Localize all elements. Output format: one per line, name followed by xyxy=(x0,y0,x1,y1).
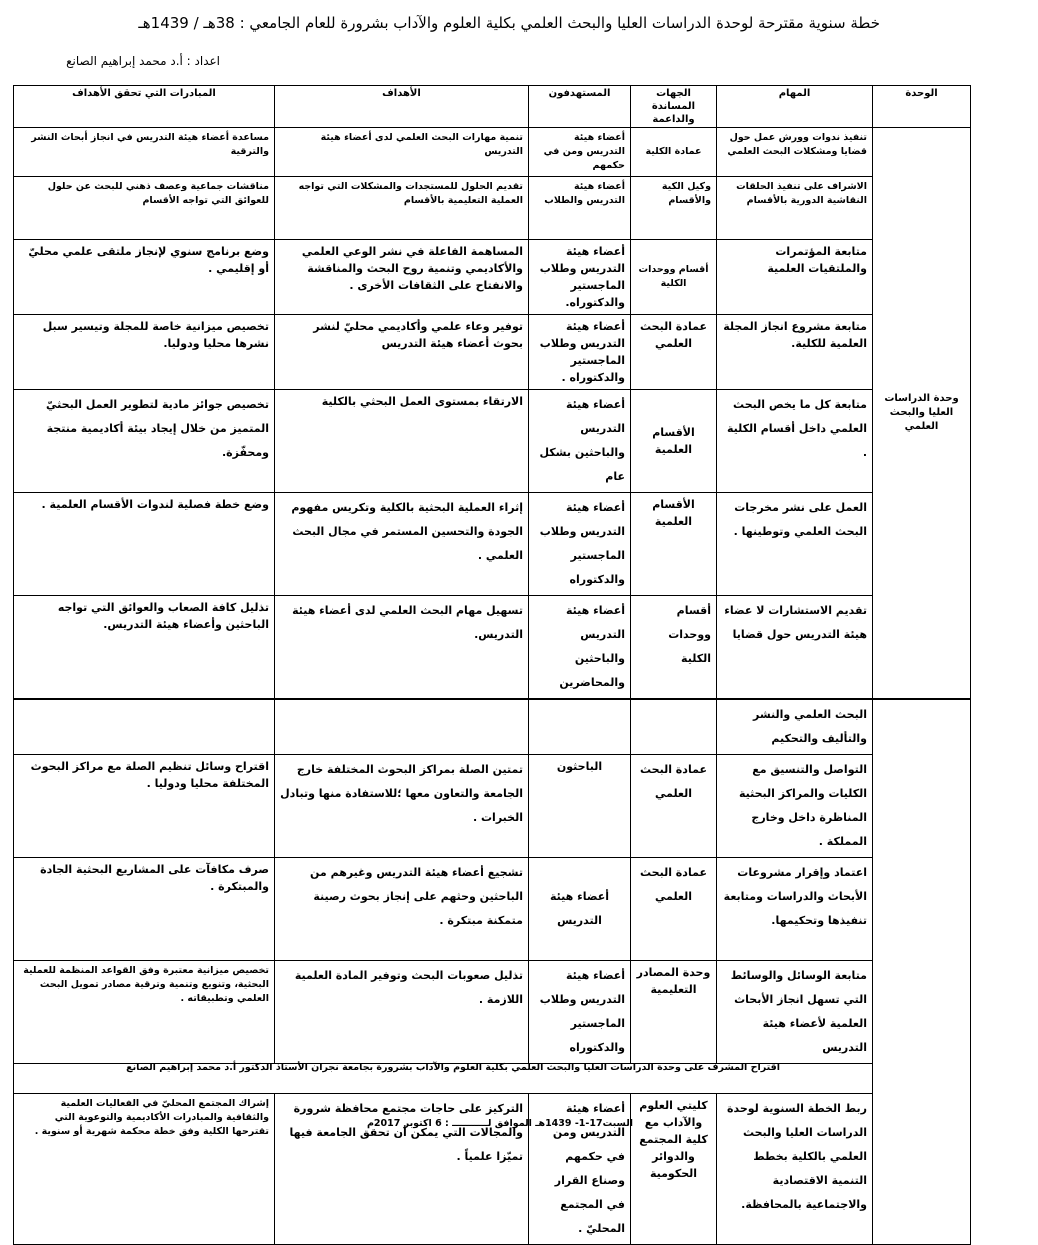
beneficiaries-cell: أعضاء هيئة التدريس ومن في حكمهم وصناع القرار في المجتمع المحليّ . xyxy=(529,1094,631,1245)
support-cell: الأقسام العلمية xyxy=(631,493,717,596)
initiatives-cell: وضع خطة فصلية لندوات الأقسام العلمية . xyxy=(14,493,275,596)
task-cell: متابعة الوسائل والوسائط التي تسهل انجاز الأبحاث العلمية لأعضاء هيئة التدريس xyxy=(717,961,873,1064)
beneficiaries-cell: أعضاء هيئة التدريس والباحثين بشكل عام xyxy=(529,390,631,493)
goals-cell: تنمية مهارات البحث العلمي لدى أعضاء هيئة التدريس xyxy=(275,128,529,177)
goals-cell: المساهمة الفاعلة في نشر الوعي العلمي والأكاديمي وتنمية روح البحث والمناقشة والانفتاح على الثقافات الأخرى . xyxy=(275,240,529,315)
goals-cell: توفير وعاء علمي وأكاديمي محليّ لنشر بحوث أعضاء هيئة التدريس xyxy=(275,315,529,390)
table-row xyxy=(14,493,971,596)
table-row xyxy=(14,177,971,240)
initiatives-cell: مناقشات جماعية وعصف ذهني للبحث عن حلول للعوائق التي تواجه الأقسام xyxy=(14,177,275,240)
support-cell: عمادة البحث العلمي xyxy=(631,755,717,858)
table-row xyxy=(14,961,971,1064)
task-cell: متابعة المؤتمرات والملتقيات العلمية xyxy=(717,240,873,315)
goals-cell: تقديم الحلول للمستجدات والمشكلات التي تواجه العملية التعليمية بالأقسام xyxy=(275,177,529,240)
initiatives-cell: إشراك المجتمع المحليّ في الفعاليات العلمية والثقافية والمبادرات الأكاديمية والتوعوية التي تقترحها الكلية وفق خطة محكمة شهرية أو سنوية . xyxy=(14,1094,275,1245)
table-row xyxy=(14,390,971,493)
header-initiatives: المبادرات التي تحقق الأهداف xyxy=(14,86,275,128)
task-cell: الاشراف على تنفيذ الحلقات النقاشية الدورية بالأقسام xyxy=(717,177,873,240)
beneficiaries-cell: أعضاء هيئة التدريس وطلاب الماجستير والدكتوراه xyxy=(529,961,631,1064)
initiatives-cell: تخصيص ميزانية خاصة للمجلة وتيسير سبل نشرها محليا ودوليا. xyxy=(14,315,275,390)
support-cell: الأقسام العلمية xyxy=(631,390,717,493)
beneficiaries-cell: أعضاء هيئة التدريس والطلاب xyxy=(529,177,631,240)
support-cell: عمادة الكلية xyxy=(631,128,717,177)
initiatives-cell: صرف مكافآت على المشاريع البحثية الجادة والمبتكرة . xyxy=(14,858,275,961)
table-row xyxy=(14,240,971,315)
initiatives-cell xyxy=(14,699,275,755)
beneficiaries-cell: الباحثون xyxy=(529,755,631,858)
document-title: خطة سنوية مقترحة لوحدة الدراسات العليا والبحث العلمي بكلية العلوم والآداب بشرورة للعام الجامعي : 38هـ / 1439هـ xyxy=(138,14,880,32)
goals-cell: تذليل صعوبات البحث وتوفير المادة العلمية اللازمة . xyxy=(275,961,529,1064)
initiatives-cell: مساعدة أعضاء هيئة التدريس في انجاز أبحاث النشر والترقية xyxy=(14,128,275,177)
table-header-row xyxy=(14,86,971,128)
table-row xyxy=(14,755,971,858)
table-row xyxy=(14,699,971,755)
goals-cell xyxy=(275,699,529,755)
support-cell: عمادة البحث العلمي xyxy=(631,315,717,390)
header-support: الجهات المساندة والداعمة xyxy=(631,86,717,128)
task-cell: تقديم الاستشارات لا عضاء هيئة التدريس حول قضايا xyxy=(717,596,873,700)
header-goals: الأهداف xyxy=(275,86,529,128)
task-cell: البحث العلمي والنشر والتأليف والتحكيم xyxy=(717,699,873,755)
footer-note: اقتراح المشرف على وحدة الدراسات العليا والبحث العلمي بكلية العلوم والآداب بشرورة بجامعة نجران الأستاذ الدكتور أ.د محمد إبراهيم الصانع xyxy=(126,1062,780,1073)
task-cell: متابعة مشروع انجاز المجلة العلمية للكلية. xyxy=(717,315,873,390)
initiatives-cell: تخصيص ميزانية معتبرة وفق القواعد المنظمة للعملية البحثية، وتنويع وتنمية وترقية مصادر تمويل البحث العلمي وتطبيقاته . xyxy=(14,961,275,1064)
initiatives-cell: وضع برنامج سنوي لإنجاز ملتقى علمي محليّ أو إقليمي . xyxy=(14,240,275,315)
beneficiaries-cell xyxy=(529,699,631,755)
unit-name-cell: وحدة الدراسات العليا والبحث العلمي xyxy=(873,128,971,700)
support-cell: وحدة المصادر التعليمية xyxy=(631,961,717,1064)
task-cell: التواصل والتنسيق مع الكليات والمراكز البحثية المناظرة داخل وخارج المملكة . xyxy=(717,755,873,858)
goals-cell: تمتين الصلة بمراكز البحوث المختلفة خارج الجامعة والتعاون معها ؛للاستفادة منها وتبادل الخبرات . xyxy=(275,755,529,858)
goals-cell: إثراء العملية البحثية بالكلية وتكريس مفهوم الجودة والتحسين المستمر في مجال البحث العلمي . xyxy=(275,493,529,596)
goals-cell: تسهيل مهام البحث العلمي لدى أعضاء هيئة التدريس. xyxy=(275,596,529,700)
support-cell: أقسام ووحدات الكلية xyxy=(631,596,717,700)
unit-empty-cell xyxy=(873,699,971,1245)
beneficiaries-cell: أعضاء هيئة التدريس وطلاب الماجستير والدكتوراه . xyxy=(529,315,631,390)
initiatives-cell: اقتراح وسائل تنظيم الصلة مع مراكز البحوث المختلفة محليا ودوليا . xyxy=(14,755,275,858)
initiatives-cell: تخصيص جوائز مادية لتطوير العمل البحثيّ المتميز من خلال إيجاد بيئة أكاديمية منتجة ومحفّزة. xyxy=(14,390,275,493)
support-cell: كليتي العلوم والآداب مع كلية المجتمع والدوائر الحكومية xyxy=(631,1094,717,1245)
table-row xyxy=(14,1094,971,1245)
initiatives-cell: تذليل كافة الصعاب والعوائق التي تواجه الباحثين وأعضاء هيئة التدريس. xyxy=(14,596,275,700)
beneficiaries-cell: أعضاء هيئة التدريس والباحثين والمحاضرين xyxy=(529,596,631,700)
footer-date: السبت17-1- 1439هـ الموافق لـــــــــــ : 6 اكتوبر 2017م xyxy=(366,1118,634,1129)
beneficiaries-cell: أعضاء هيئة التدريس xyxy=(529,858,631,961)
support-cell: عمادة البحث العلمي xyxy=(631,858,717,961)
task-cell: متابعة كل ما يخص البحث العلمي داخل أقسام الكلية . xyxy=(717,390,873,493)
table-row xyxy=(14,315,971,390)
author-line: اعداد : أ.د محمد إبراهيم الصانع xyxy=(66,54,220,68)
table-row xyxy=(14,128,971,177)
table-row xyxy=(14,858,971,961)
task-cell: تنفيذ ندوات وورش عمل حول قضايا ومشكلات البحث العلمي xyxy=(717,128,873,177)
beneficiaries-cell: أعضاء هيئة التدريس ومن في حكمهم xyxy=(529,128,631,177)
support-cell: وكيل الكية والأقسام xyxy=(631,177,717,240)
header-tasks: المهام xyxy=(717,86,873,128)
goals-cell: الارتقاء بمستوى العمل البحثي بالكلية xyxy=(275,390,529,493)
beneficiaries-cell: أعضاء هيئة التدريس وطلاب الماجستير والدكتوراه. xyxy=(529,240,631,315)
task-cell: العمل على نشر مخرجات البحث العلمي وتوطينها . xyxy=(717,493,873,596)
goals-cell: تشجيع أعضاء هيئة التدريس وغيرهم من الباحثين وحثهم على إنجاز بحوث رصينة متمكنة مبتكرة . xyxy=(275,858,529,961)
task-cell: ربط الخطة السنوية لوحدة الدراسات العليا والبحث العلمي بالكلية بخطط التنمية الاقتصادية والاجتماعية بالمحافظة. xyxy=(717,1094,873,1245)
header-beneficiaries: المستهدفون xyxy=(529,86,631,128)
support-cell xyxy=(631,699,717,755)
beneficiaries-cell: أعضاء هيئة التدريس وطلاب الماجستير والدكتوراه xyxy=(529,493,631,596)
header-unit: الوحدة xyxy=(873,86,971,128)
table-row xyxy=(14,596,971,700)
task-cell: اعتماد وإقرار مشروعات الأبحاث والدراسات ومتابعة تنفيذها وتحكيمها. xyxy=(717,858,873,961)
goals-cell: التركيز على حاجات مجتمع محافظة شرورة والمجالات التي يمكن أن تحقق الجامعة فيها تميّزا علمياً . xyxy=(275,1094,529,1245)
support-cell: أقسام ووحدات الكلية xyxy=(631,240,717,315)
